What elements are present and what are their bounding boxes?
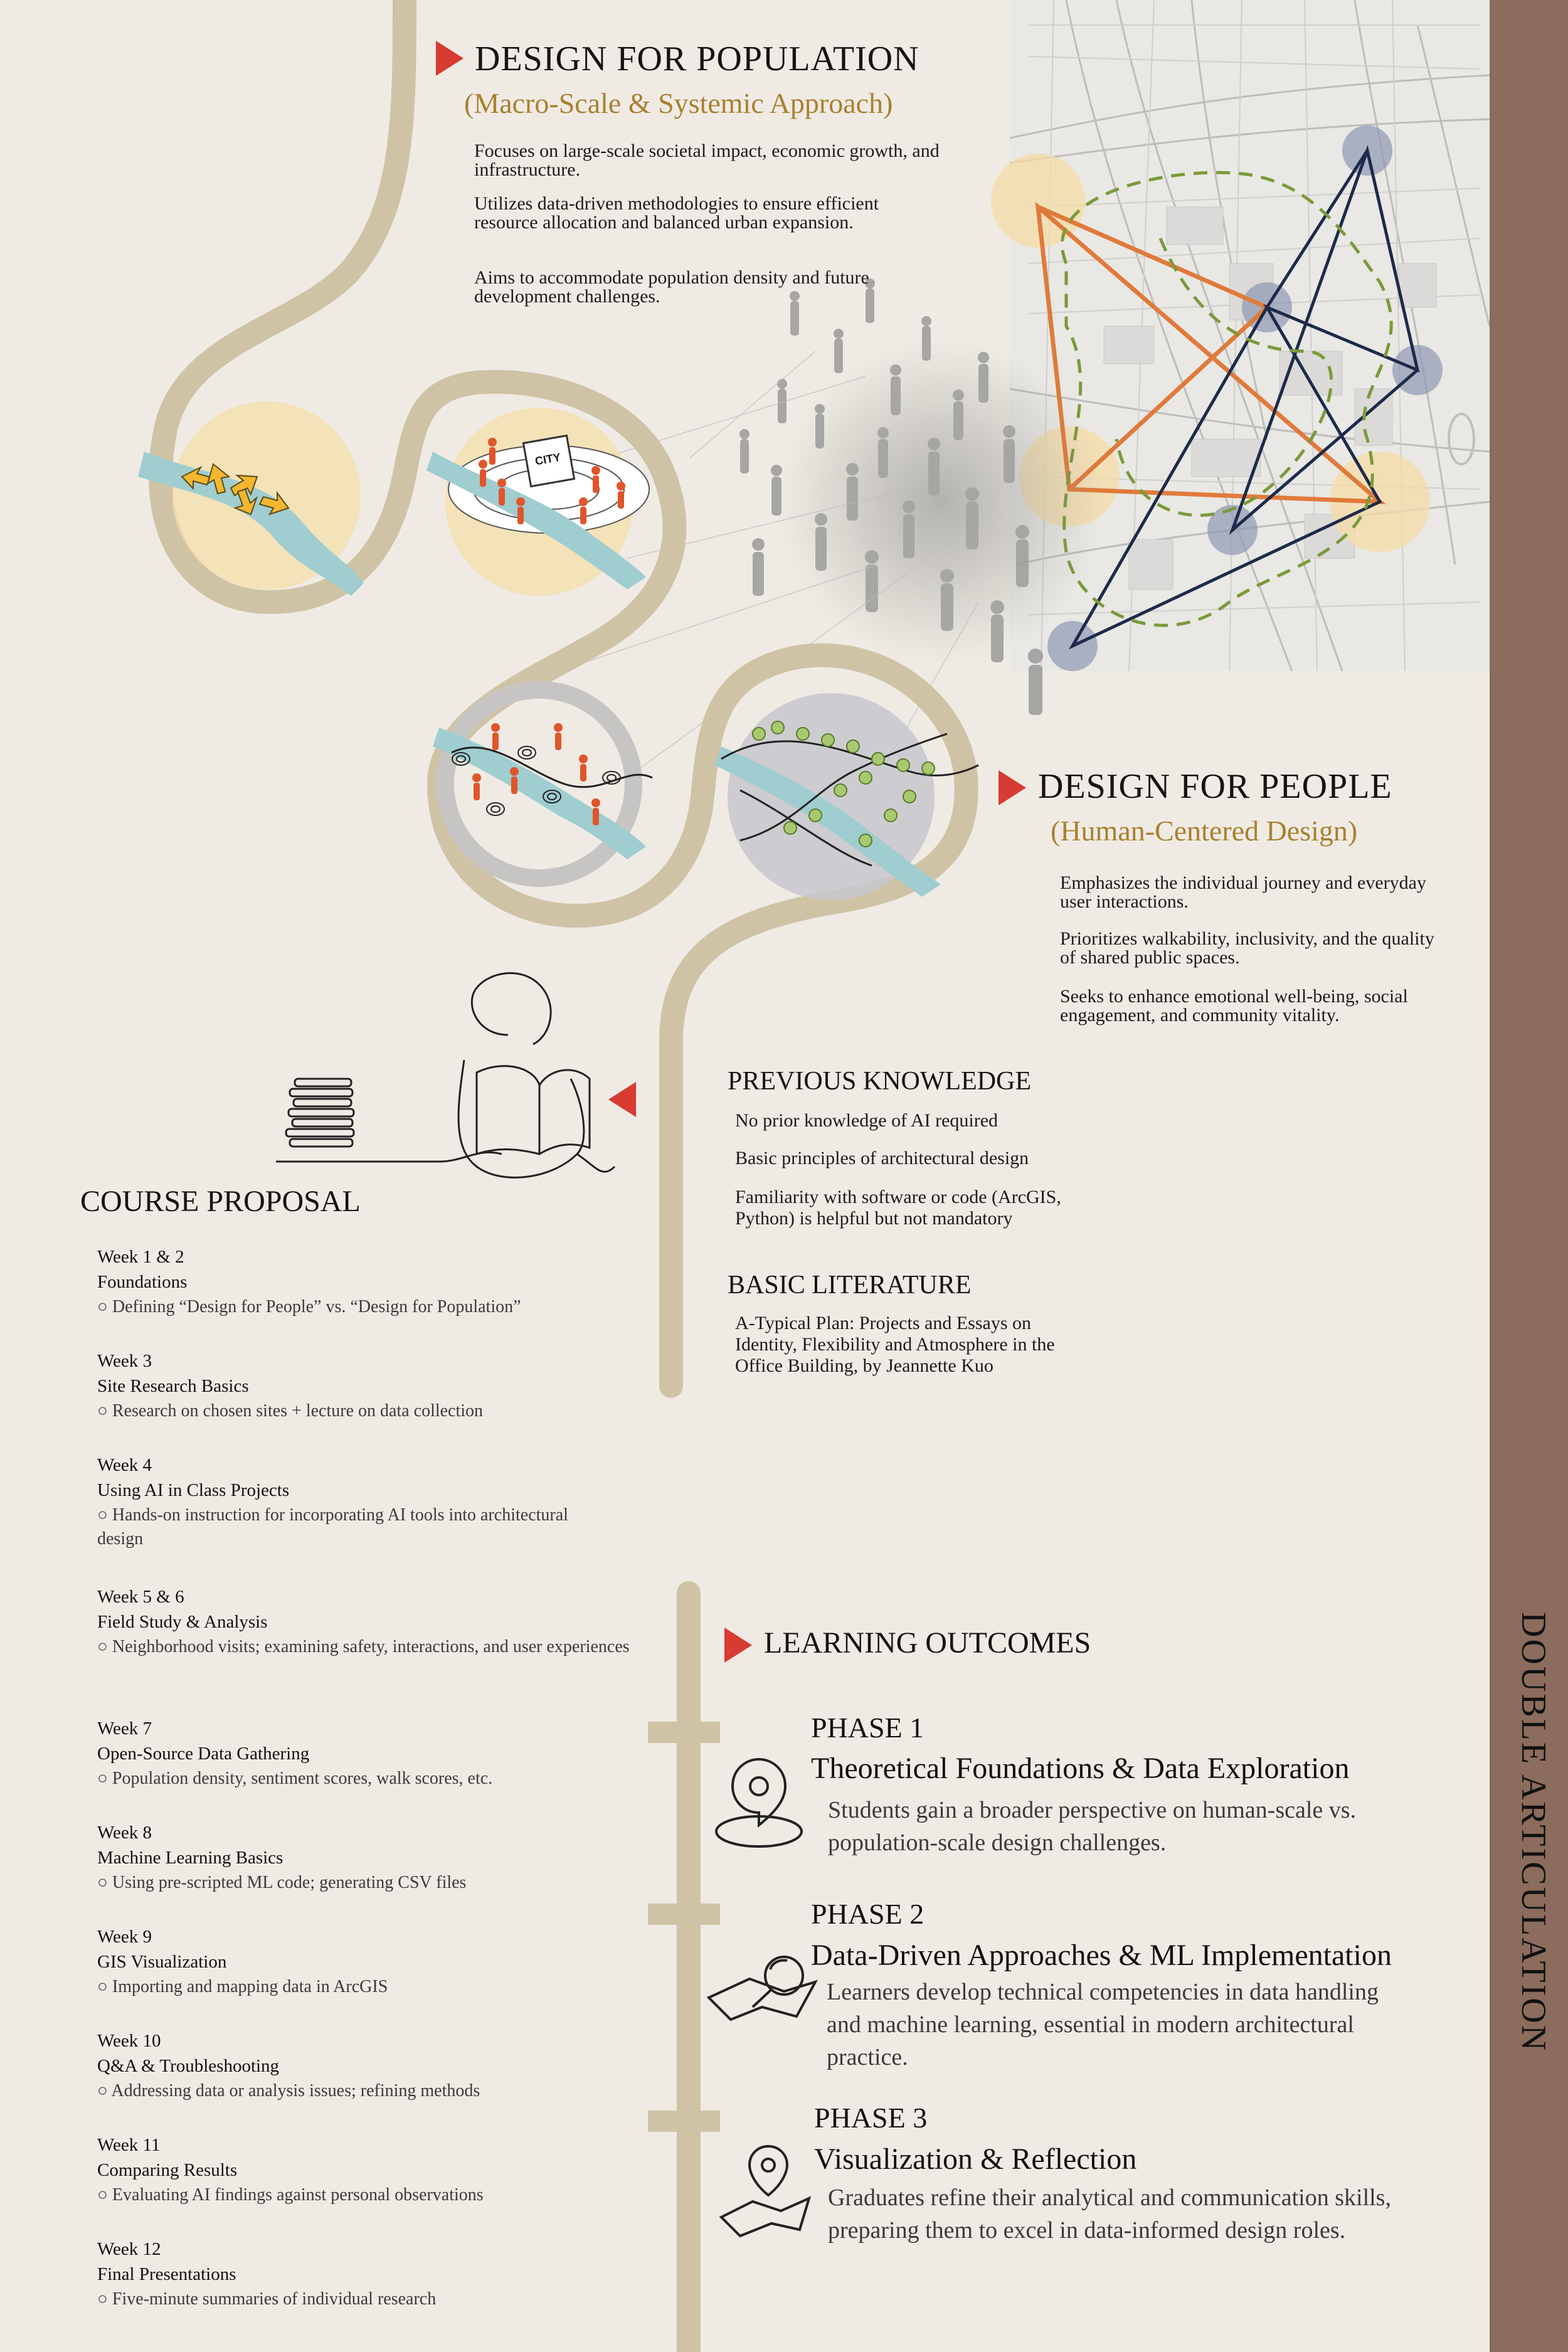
week-desc: ○ Using pre-scripted ML code; generating CSV files: [97, 1873, 467, 1892]
week-desc: ○ Research on chosen sites + lecture on data collection: [97, 1401, 484, 1421]
week-desc: ○ Addressing data or analysis issues; refining methods: [97, 2081, 480, 2100]
reader-line-drawing: [276, 973, 615, 1177]
week-item: [97, 1925, 643, 2029]
basic-literature-text: A-Typical Plan: Projects and Essays on Identity, Flexibility and Atmosphere in the Office Building, by Jeannette Kuo: [735, 1313, 1055, 1376]
week-number: Week 8: [97, 1823, 152, 1843]
section-marker-icon: [724, 1628, 752, 1663]
phase-number: PHASE 2: [811, 1898, 924, 1930]
previous-knowledge-item: Basic principles of architectural design: [735, 1148, 1029, 1168]
people-point: Emphasizes the individual journey and everyday user interactions.: [1060, 872, 1426, 912]
week-item: [97, 2133, 643, 2237]
previous-knowledge-item: Familiarity with software or code (ArcGIS, Python) is helpful but not mandatory: [735, 1187, 1061, 1229]
population-title: DESIGN FOR POPULATION: [475, 40, 919, 78]
people-point: Seeks to enhance emotional well-being, social engagement, and community vitality.: [1060, 986, 1408, 1025]
phase-title: Visualization & Reflection: [814, 2143, 1137, 2176]
week-number: Week 5 & 6: [97, 1587, 184, 1607]
population-subtitle: (Macro-Scale & Systemic Approach): [464, 87, 893, 119]
week-title: Site Research Basics: [97, 1376, 249, 1396]
location-pin-icon: [716, 1759, 802, 1846]
city-label: CITY: [534, 450, 562, 468]
population-point: Aims to accommodate population density and future development challenges.: [474, 267, 869, 307]
section-marker-icon: [436, 41, 464, 76]
week-item: [97, 1821, 643, 1925]
week-desc: ○ Evaluating AI findings against personal observations: [97, 2185, 484, 2205]
week-title: Final Presentations: [97, 2264, 236, 2284]
week-number: Week 1 & 2: [97, 1247, 184, 1267]
section-marker-icon: [999, 770, 1026, 805]
week-number: Week 9: [97, 1927, 152, 1947]
learning-outcomes-title: LEARNING OUTCOMES: [764, 1626, 1091, 1660]
people-title: DESIGN FOR PEOPLE: [1038, 767, 1392, 806]
week-number: Week 4: [97, 1455, 152, 1475]
week-number: Week 10: [97, 2031, 161, 2051]
section-marker-icon: [608, 1082, 636, 1117]
week-item: [97, 1585, 643, 1717]
week-title: Machine Learning Basics: [97, 1848, 283, 1868]
population-point: Focuses on large-scale societal impact, economic growth, and infrastructure.: [474, 140, 940, 180]
phase-desc: Graduates refine their analytical and communication skills, preparing them to excel in data-informed design roles.: [828, 2185, 1391, 2243]
previous-knowledge-item: No prior knowledge of AI required: [735, 1110, 999, 1131]
week-title: Using AI in Class Projects: [97, 1480, 290, 1500]
week-item: [97, 1245, 643, 1349]
week-number: Week 11: [97, 2135, 161, 2155]
diagram-pedestrians: [433, 690, 652, 878]
week-title: Open-Source Data Gathering: [97, 1744, 310, 1764]
week-desc: ○ Importing and mapping data in ArcGIS: [97, 1977, 388, 1996]
week-desc: ○ Population density, sentiment scores, walk scores, etc.: [97, 1769, 493, 1788]
week-item: [97, 1717, 643, 1821]
week-desc: ○ Five-minute summaries of individual research: [97, 2289, 437, 2309]
week-item: [97, 2237, 643, 2341]
week-item: [97, 1453, 643, 1585]
phase-title: Data-Driven Approaches & ML Implementation: [811, 1939, 1392, 1972]
phase-title: Theoretical Foundations & Data Exploration: [811, 1752, 1350, 1785]
people-point: Prioritizes walkability, inclusivity, and the quality of shared public spaces.: [1060, 928, 1434, 968]
week-title: Comparing Results: [97, 2160, 238, 2180]
map-pin-icon: [721, 2146, 809, 2236]
week-desc: ○ Hands-on instruction for incorporating AI tools into architectural design: [97, 1505, 568, 1549]
map-search-icon: [709, 1957, 815, 2020]
week-item: [97, 2029, 643, 2133]
week-title: Field Study & Analysis: [97, 1612, 268, 1632]
previous-knowledge-title: PREVIOUS KNOWLEDGE: [728, 1067, 1032, 1096]
population-point: Utilizes data-driven methodologies to ensure efficient resource allocation and balanced urban expansion.: [474, 193, 879, 233]
week-title: Foundations: [97, 1272, 188, 1292]
week-number: Week 12: [97, 2239, 161, 2259]
week-desc: ○ Defining “Design for People” vs. “Design for Population”: [97, 1297, 521, 1316]
phase-number: PHASE 3: [814, 2102, 928, 2134]
diagram-city: [426, 408, 649, 596]
week-title: Q&A & Troubleshooting: [97, 2056, 280, 2076]
sidebar-title: DOUBLE ARTICULATION: [1514, 1612, 1553, 2053]
course-proposal-title: COURSE PROPOSAL: [80, 1185, 361, 1218]
course-week-list: [97, 1245, 643, 2341]
phase-desc: Learners develop technical competencies in data handling and machine learning, essential in modern architectural practice.: [827, 1979, 1379, 2070]
week-title: GIS Visualization: [97, 1952, 227, 1972]
basic-literature-title: BASIC LITERATURE: [728, 1271, 972, 1300]
phase-number: PHASE 1: [811, 1712, 924, 1744]
people-subtitle: (Human-Centered Design): [1051, 815, 1358, 847]
week-desc: ○ Neighborhood visits; examining safety, interactions, and user experiences: [97, 1637, 630, 1656]
week-number: Week 7: [97, 1719, 152, 1739]
week-item: [97, 1349, 643, 1453]
phase-desc: Students gain a broader perspective on human-scale vs. population-scale design challenges.: [828, 1797, 1357, 1856]
week-number: Week 3: [97, 1351, 152, 1371]
